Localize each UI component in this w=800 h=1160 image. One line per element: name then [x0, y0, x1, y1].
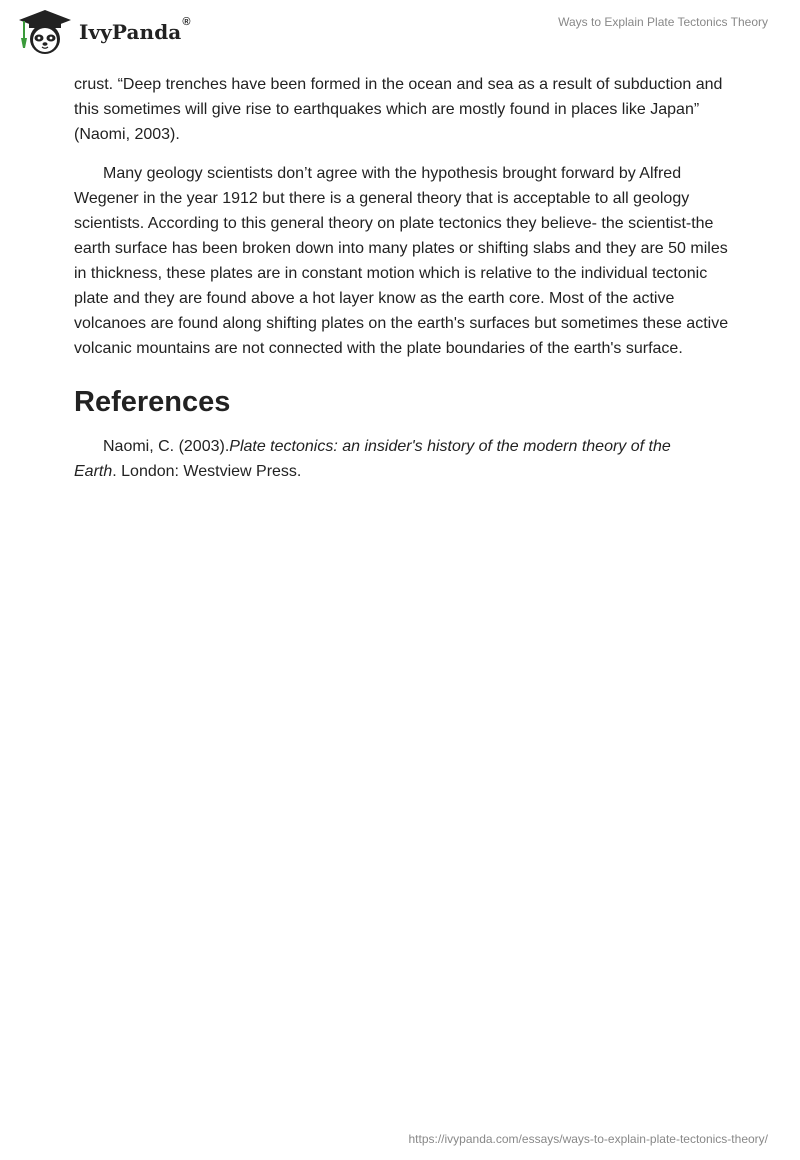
reference-entry — [74, 434, 684, 484]
running-title: Ways to Explain Plate Tectonics Theory — [558, 15, 768, 29]
body-paragraph: crust. “Deep trenches have been formed in the ocean and sea as a result of subduction and this sometimes will give rise to earthquakes which are mostly found in places like Japan” (Naomi, 2003). — [74, 76, 723, 143]
essay-content — [74, 72, 729, 484]
reference-author-year: Naomi, C. (2003). — [103, 438, 230, 455]
footer-url[interactable]: https://ivypanda.com/essays/ways-to-explain-plate-tectonics-theory/ — [408, 1132, 768, 1146]
ivypanda-logo[interactable] — [16, 8, 191, 56]
reference-publisher: . London: Westview Press. — [112, 463, 302, 480]
body-paragraph: Many geology scientists don’t agree with the hypothesis brought forward by Alfred Wegener in the year 1912 but there is a general theory that is acceptable to all geology scientists. According to this general theory on plate tectonics they believe- the scientist-the earth surface has been broken down into many plates or shifting slabs and they are 50 miles in thickness, these plates are in constant motion which is relative to the individual tectonic plate and they are found above a hot layer know as the earth core. Most of the active volcanoes are found along shifting plates on the earth's surfaces but sometimes these active volcanic mountains are not connected with the plate boundaries of the earth's surface. — [74, 165, 729, 357]
page-header — [0, 0, 800, 60]
reference-title: Plate tectonics: an insider's history of the modern theory of the Earth — [74, 438, 671, 480]
references-heading: References — [74, 386, 231, 418]
panda-graduate-icon — [16, 8, 74, 56]
logo-text: IvyPanda® — [79, 16, 191, 44]
